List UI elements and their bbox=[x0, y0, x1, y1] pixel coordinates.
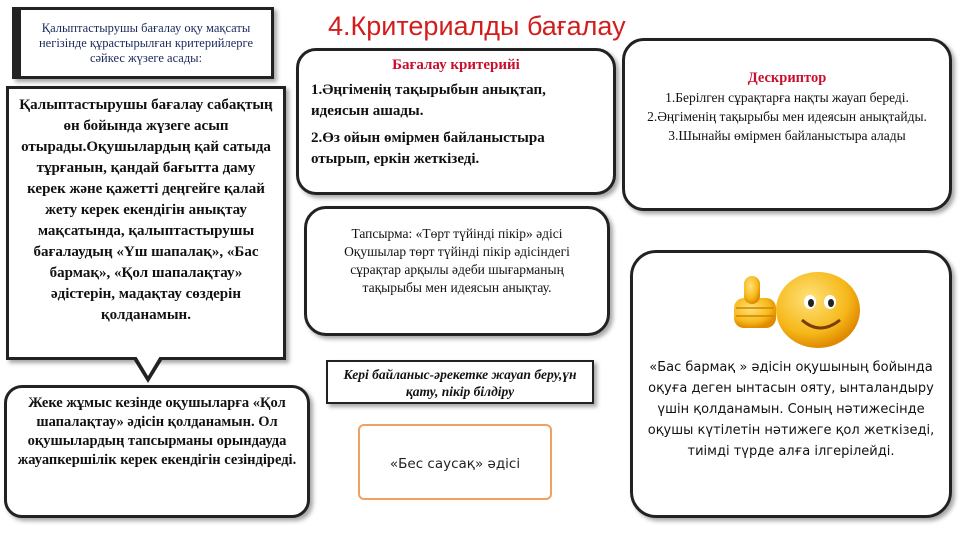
feedback-text: Кері байланыс-әрекетке жауап беру,үн қату, пікір білдіру bbox=[343, 367, 577, 399]
header-text: Қалыптастырушы бағалау оқу мақсаты негізінде құрастырылған критерийлерге сәйкес жүзеге асады: bbox=[38, 20, 254, 65]
descriptor-item: 2.Әңгіменің тақырыбы мен идеясын анықтайды. bbox=[647, 109, 927, 124]
criteria-item: 1.Әңгіменің тақырыбын анықтап, идеясын ашады. bbox=[311, 82, 546, 119]
individual-work-text: Жеке жұмыс кезінде оқушыларға «Қол шапалақтау» әдісін қолданамын. Ол оқушылардың тапсырманы орындауда жауапкершілік керек екендігін сезіндіреді. bbox=[17, 395, 297, 468]
criteria-item: 2.Өз ойын өмірмен байланыстыра отырып, еркін жеткізеді. bbox=[311, 130, 545, 167]
descriptor-heading: Дескриптор bbox=[747, 70, 827, 86]
thumbs-up-text: «Бас бармақ » әдісін оқушының бойында оқуға деген ынтасын ояту, ынталандыру үшін қолданамын. Соның нәтижесінде оқушы күтілетін нәтижеге қол жеткізеді, тиімді түрде алға ілгерілейді. bbox=[647, 360, 935, 459]
formative-assessment-callout bbox=[6, 86, 286, 360]
five-finger-text: «Бес саусақ» әдісі bbox=[389, 456, 521, 472]
criteria-heading: Бағалау критерийі bbox=[392, 57, 520, 73]
callout-text: Қалыптастырушы бағалау сабақтың өн бойында жүзеге асып отырады.Оқушылардың қай сатыда тұрғанын, қандай бағытта даму керек және қажетті деңгейге қалай жету керек екендігін анықтау мақсатында, қалыптастырушы бағалаудың «Үш шапалақ», «Бас бармақ», «Қол шапалақтау» әдістерін, мадақтау сөздерін қолданамын. bbox=[19, 97, 273, 323]
five-finger-box bbox=[358, 424, 552, 500]
descriptor-item: 3.Шынайы өмірмен байланыстыра алады bbox=[668, 128, 906, 143]
descriptor-box bbox=[622, 38, 952, 211]
header-box bbox=[12, 7, 274, 79]
task-text: Тапсырма: «Төрт түйінді пікір» әдісі Оқушылар төрт түйінді пікір әдісіндегі сұрақтар арқылы әдеби шығарманың тақырыбы мен идеясын анықтау. bbox=[344, 226, 570, 295]
feedback-box bbox=[326, 360, 594, 404]
criteria-box bbox=[296, 48, 616, 195]
callout-pointer-fill bbox=[136, 356, 160, 376]
individual-work-box bbox=[4, 385, 310, 518]
page-title: 4.Критериалды бағалау bbox=[328, 11, 626, 41]
thumbs-up-smiley-icon bbox=[718, 262, 878, 352]
descriptor-item: 1.Берілген сұрақтарға нақты жауап береді. bbox=[665, 90, 909, 105]
task-box bbox=[304, 206, 610, 336]
